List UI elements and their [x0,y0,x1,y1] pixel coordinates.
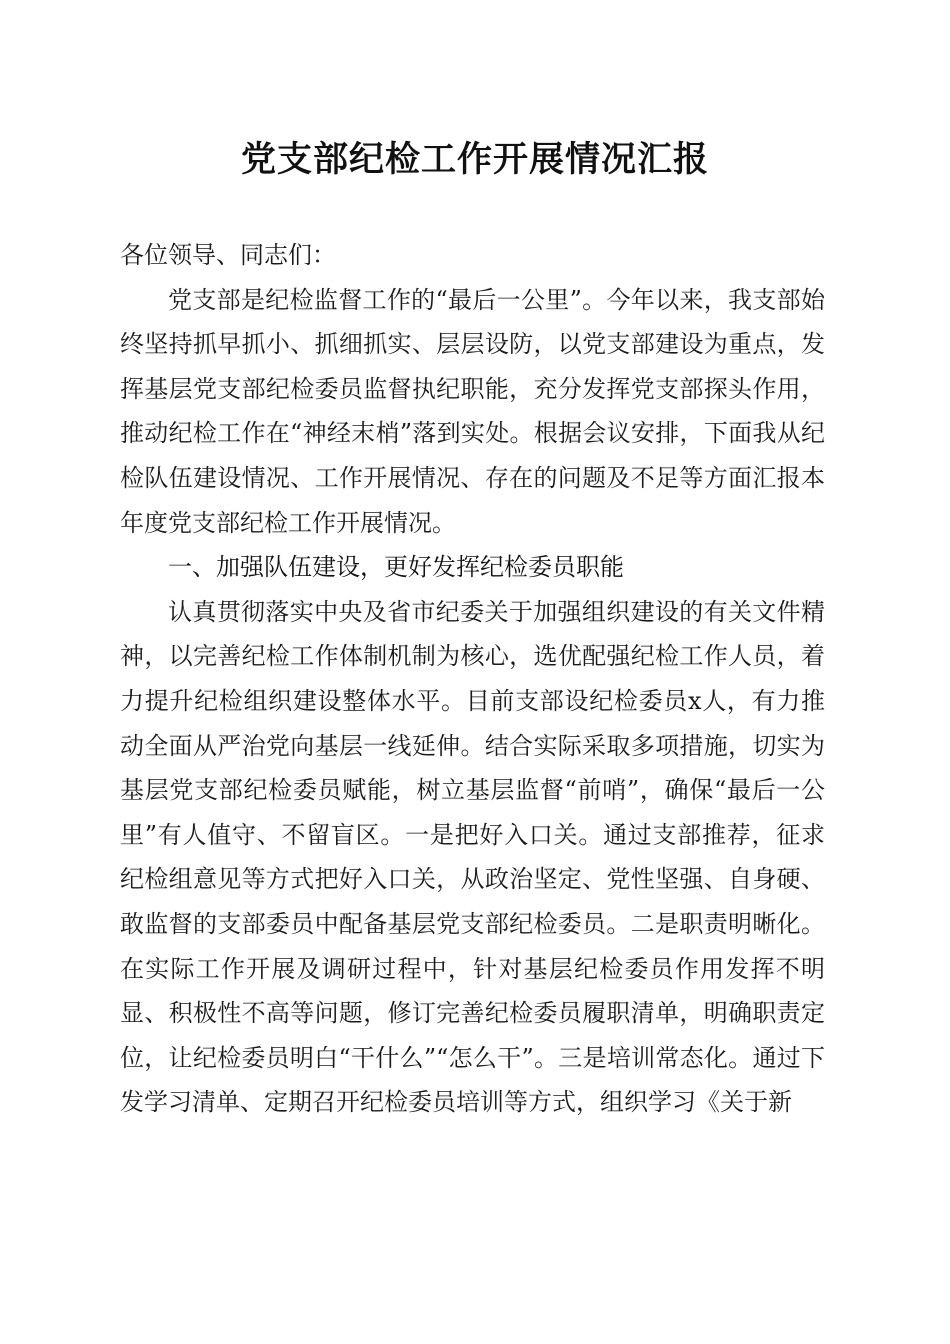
document-body [120,233,825,1125]
salutation: 各位领导、同志们： [120,241,336,269]
section-heading-1: 一、加强队伍建设，更好发挥纪检委员职能 [168,553,624,582]
intro-paragraph: 党支部是纪检监督工作的“最后一公里”。今年以来，我支部始终坚持抓早抓小、抓细抓实、层层设防，以党支部建设为重点，发挥基层党支部纪检委员监督执纪职能，充分发挥党支部探头作用，推动纪检工作在“神经末梢”落到实处。根据会议安排，下面我从纪检队伍建设情况、工作开展情况、存在的问题及不足等方面汇报本年度党支部纪检工作开展情况。 [120,285,825,537]
document-title: 党支部纪检工作开展情况汇报 [240,139,709,180]
section-paragraph-1: 认真贯彻落实中央及省市纪委关于加强组织建设的有关文件精神，以完善纪检工作体制机制为核心，选优配强纪检工作人员，着力提升纪检组织建设整体水平。目前支部设纪检委员x人，有力推动全面从严治党向基层一线延伸。结合实际采取多项措施，切实为基层党支部纪检委员赋能，树立基层监督“前哨”，确保“最后一公里”有人值守、不留盲区。一是把好入口关。通过支部推荐，征求纪检组意见等方式把好入口关，从政治坚定、党性坚强、自身硬、敢监督的支部委员中配备基层党支部纪检委员。二是职责明晰化。在实际工作开展及调研过程中，针对基层纪检委员作用发挥不明显、积极性不高等问题，修订完善纪检委员履职清单，明确职责定位，让纪检委员明白“干什么”“怎么干”。三是培训常态化。通过下发学习清单、定期召开纪检委员培训等方式，组织学习《关于新 [120,597,825,1117]
